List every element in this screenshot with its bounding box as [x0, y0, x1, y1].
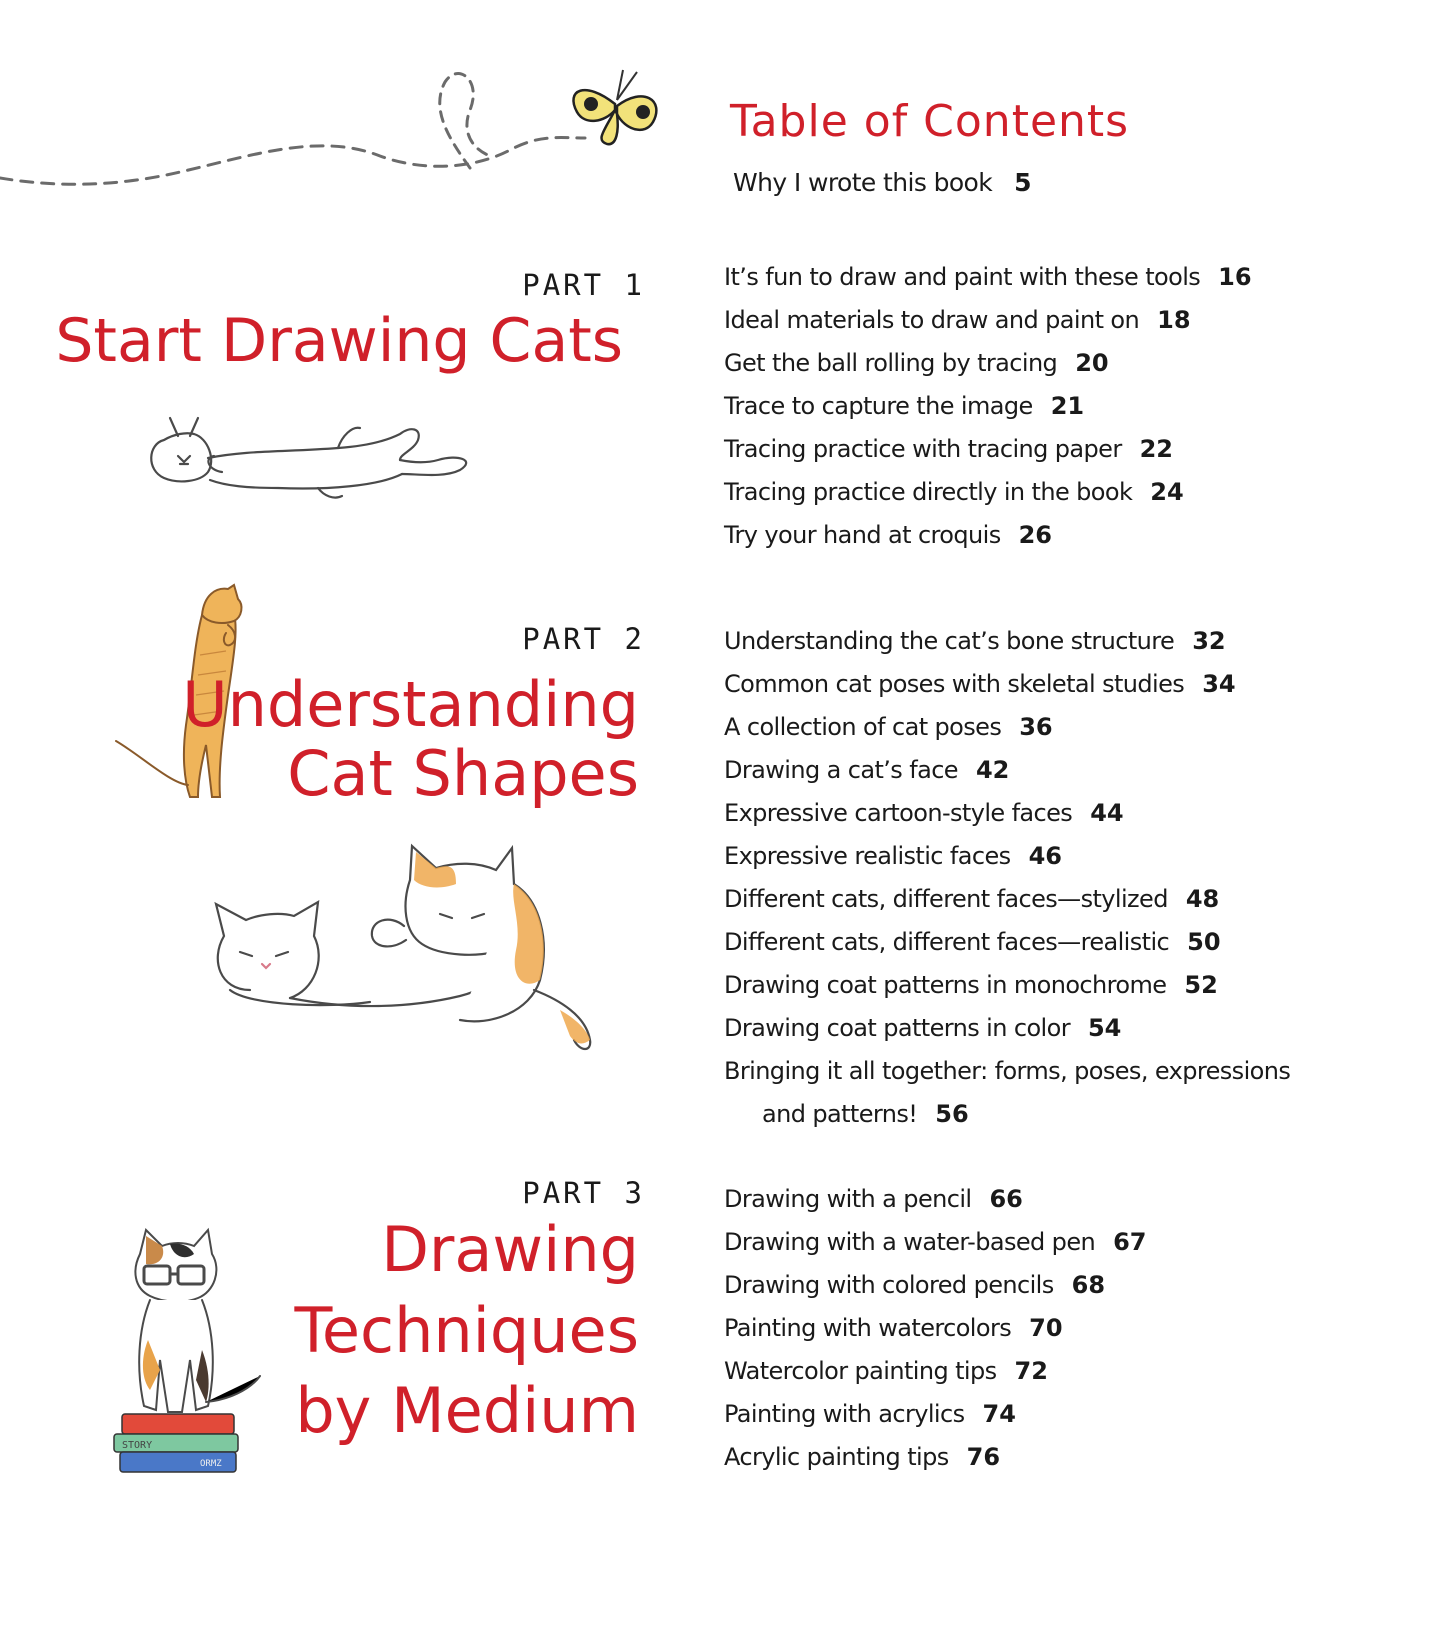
butterfly-flight-path-icon: [0, 60, 660, 260]
list-item: Different cats, different faces—stylized 48: [724, 885, 1220, 913]
list-item: Drawing coat patterns in monochrome 52: [724, 971, 1218, 999]
part-3-title-line: Techniques: [294, 1293, 639, 1367]
list-item: Ideal materials to draw and paint on 18: [724, 306, 1191, 334]
list-item: A collection of cat poses 36: [724, 713, 1053, 741]
intro-entry-page: 5: [1014, 168, 1032, 197]
list-item: Painting with watercolors 70: [724, 1314, 1063, 1342]
list-item: Different cats, different faces—realistic 50: [724, 928, 1221, 956]
list-item: It’s fun to draw and paint with these tools 16: [724, 263, 1252, 291]
part-3-title: [295, 1210, 639, 1452]
intro-entry: [733, 168, 1032, 197]
part-2-title: [182, 670, 639, 809]
list-item: Expressive realistic faces 46: [724, 842, 1062, 870]
list-item: Understanding the cat’s bone structure 32: [724, 627, 1226, 655]
list-item: Get the ball rolling by tracing 20: [724, 349, 1109, 377]
list-item: Watercolor painting tips 72: [724, 1357, 1048, 1385]
list-item: Drawing with a pencil 66: [724, 1185, 1023, 1213]
list-item: Tracing practice with tracing paper 22: [724, 435, 1174, 463]
list-item: Drawing with a water-based pen 67: [724, 1228, 1147, 1256]
book-spine-label: ORMZ: [200, 1459, 222, 1469]
part-1-label: PART 1: [522, 268, 645, 302]
list-item: Try your hand at croquis 26: [724, 521, 1053, 549]
list-item: Trace to capture the image 21: [724, 392, 1085, 420]
list-item: Common cat poses with skeletal studies 34: [724, 670, 1236, 698]
list-item: Painting with acrylics 74: [724, 1400, 1016, 1428]
part-1-title-line: Start Drawing Cats: [55, 306, 623, 376]
butterfly-icon: [565, 60, 665, 150]
part-3-label: PART 3: [522, 1176, 645, 1210]
list-item: Bringing it all together: forms, poses, expressions: [724, 1057, 1291, 1085]
part-3-title-line: by Medium: [295, 1374, 639, 1448]
part-2-title-line: Cat Shapes: [287, 737, 639, 811]
two-cats-cuddling-illustration-icon: [210, 840, 630, 1070]
list-item: Expressive cartoon-style faces 44: [724, 799, 1124, 827]
part-2-label: PART 2: [522, 622, 645, 656]
list-item: Acrylic painting tips 76: [724, 1443, 1001, 1471]
list-item: Drawing coat patterns in color 54: [724, 1014, 1122, 1042]
lying-cat-illustration-icon: [138, 400, 478, 510]
part-3-title-line: Drawing: [381, 1213, 639, 1286]
cat-on-books-illustration-icon: [110, 1230, 270, 1510]
book-spine-label: STORY: [122, 1440, 153, 1451]
part-2-title-line: Understanding: [182, 668, 639, 741]
page-title: Table of Contents: [730, 96, 1130, 147]
list-item: Drawing with colored pencils 68: [724, 1271, 1106, 1299]
list-item: Drawing a cat’s face 42: [724, 756, 1010, 784]
part-1-title: [55, 308, 623, 375]
list-item: Tracing practice directly in the book 24: [724, 478, 1184, 506]
list-item: and patterns! 56: [762, 1100, 969, 1128]
intro-entry-label: Why I wrote this book: [733, 168, 993, 197]
